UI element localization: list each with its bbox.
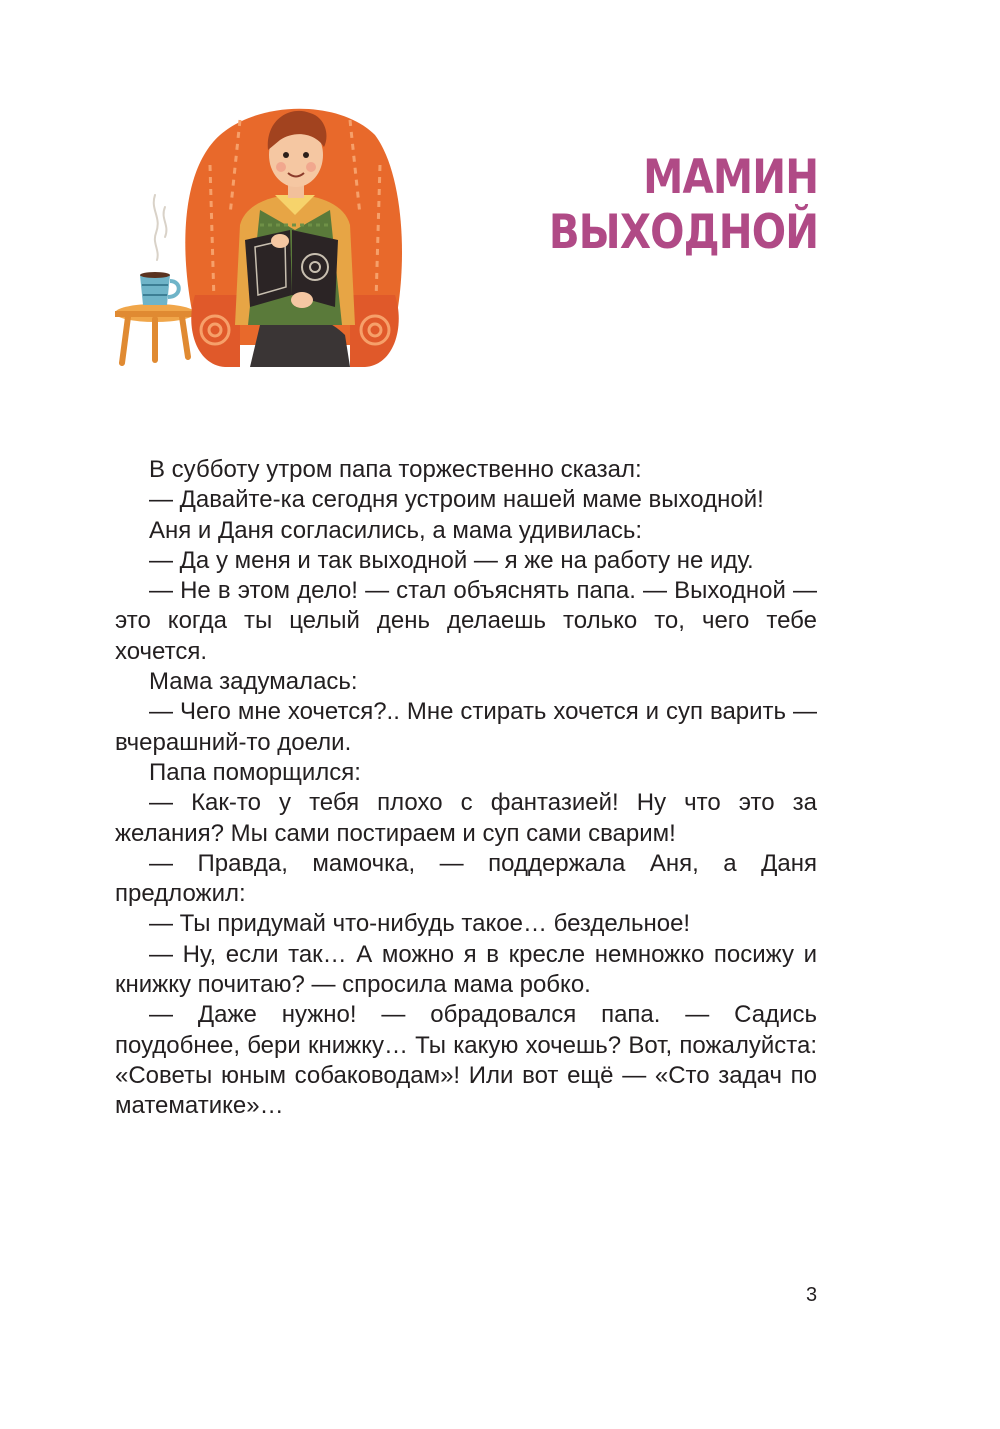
paragraph: — Ты придумай что-нибудь такое… бездельное! — [149, 910, 691, 938]
cup-icon — [140, 272, 179, 305]
paragraph: — Давайте-ка сегодня устроим нашей маме выходной! — [149, 486, 764, 514]
paragraph: Мама задумалась: — [149, 668, 358, 696]
story-text — [115, 455, 817, 1122]
side-table — [115, 304, 195, 363]
paragraph: — Не в этом дело! — стал объяснять папа. — Выходной — это когда ты целый день делаешь только то, чего тебе хочется. — [115, 577, 817, 665]
paragraph: В субботу утром папа торжественно сказал: — [149, 456, 642, 483]
paragraph: — Даже нужно! — обрадовался папа. — Садись поудобнее, бери книжку… Ты какую хочешь? Вот, пожалуйста: «Советы юным собаководам»! Или вот ещё — «Сто задач по математике»… — [115, 1001, 817, 1120]
paragraph: Аня и Даня согласились, а мама удивилась: — [149, 516, 643, 544]
page-number: 3 — [806, 1284, 818, 1306]
paragraph: Папа поморщился: — [149, 758, 361, 786]
chapter-title-line-2: ВЫХОДНОЙ — [548, 205, 818, 260]
paragraph: — Да у меня и так выходной — я же на работу не иду. — [149, 546, 754, 574]
paragraph: — Чего мне хочется?.. Мне стирать хочется и суп варить — вчерашний-то доели. — [115, 698, 817, 756]
steam-icon — [154, 195, 167, 260]
paragraph: — Ну, если так… А можно я в кресле немножко посижу и книжку почитаю? — спросила мама робко. — [115, 940, 817, 999]
illustration-man-reading-in-armchair — [110, 95, 410, 385]
chapter-title-line-1: МАМИН — [642, 150, 818, 205]
paragraph: — Как-то у тебя плохо с фантазией! Ну что это за желания? Мы сами постираем и суп сами сварим! — [115, 789, 817, 847]
paragraph: — Правда, мамочка, — поддержала Аня, а Даня предложил: — [115, 849, 817, 908]
chapter-title — [549, 150, 818, 260]
